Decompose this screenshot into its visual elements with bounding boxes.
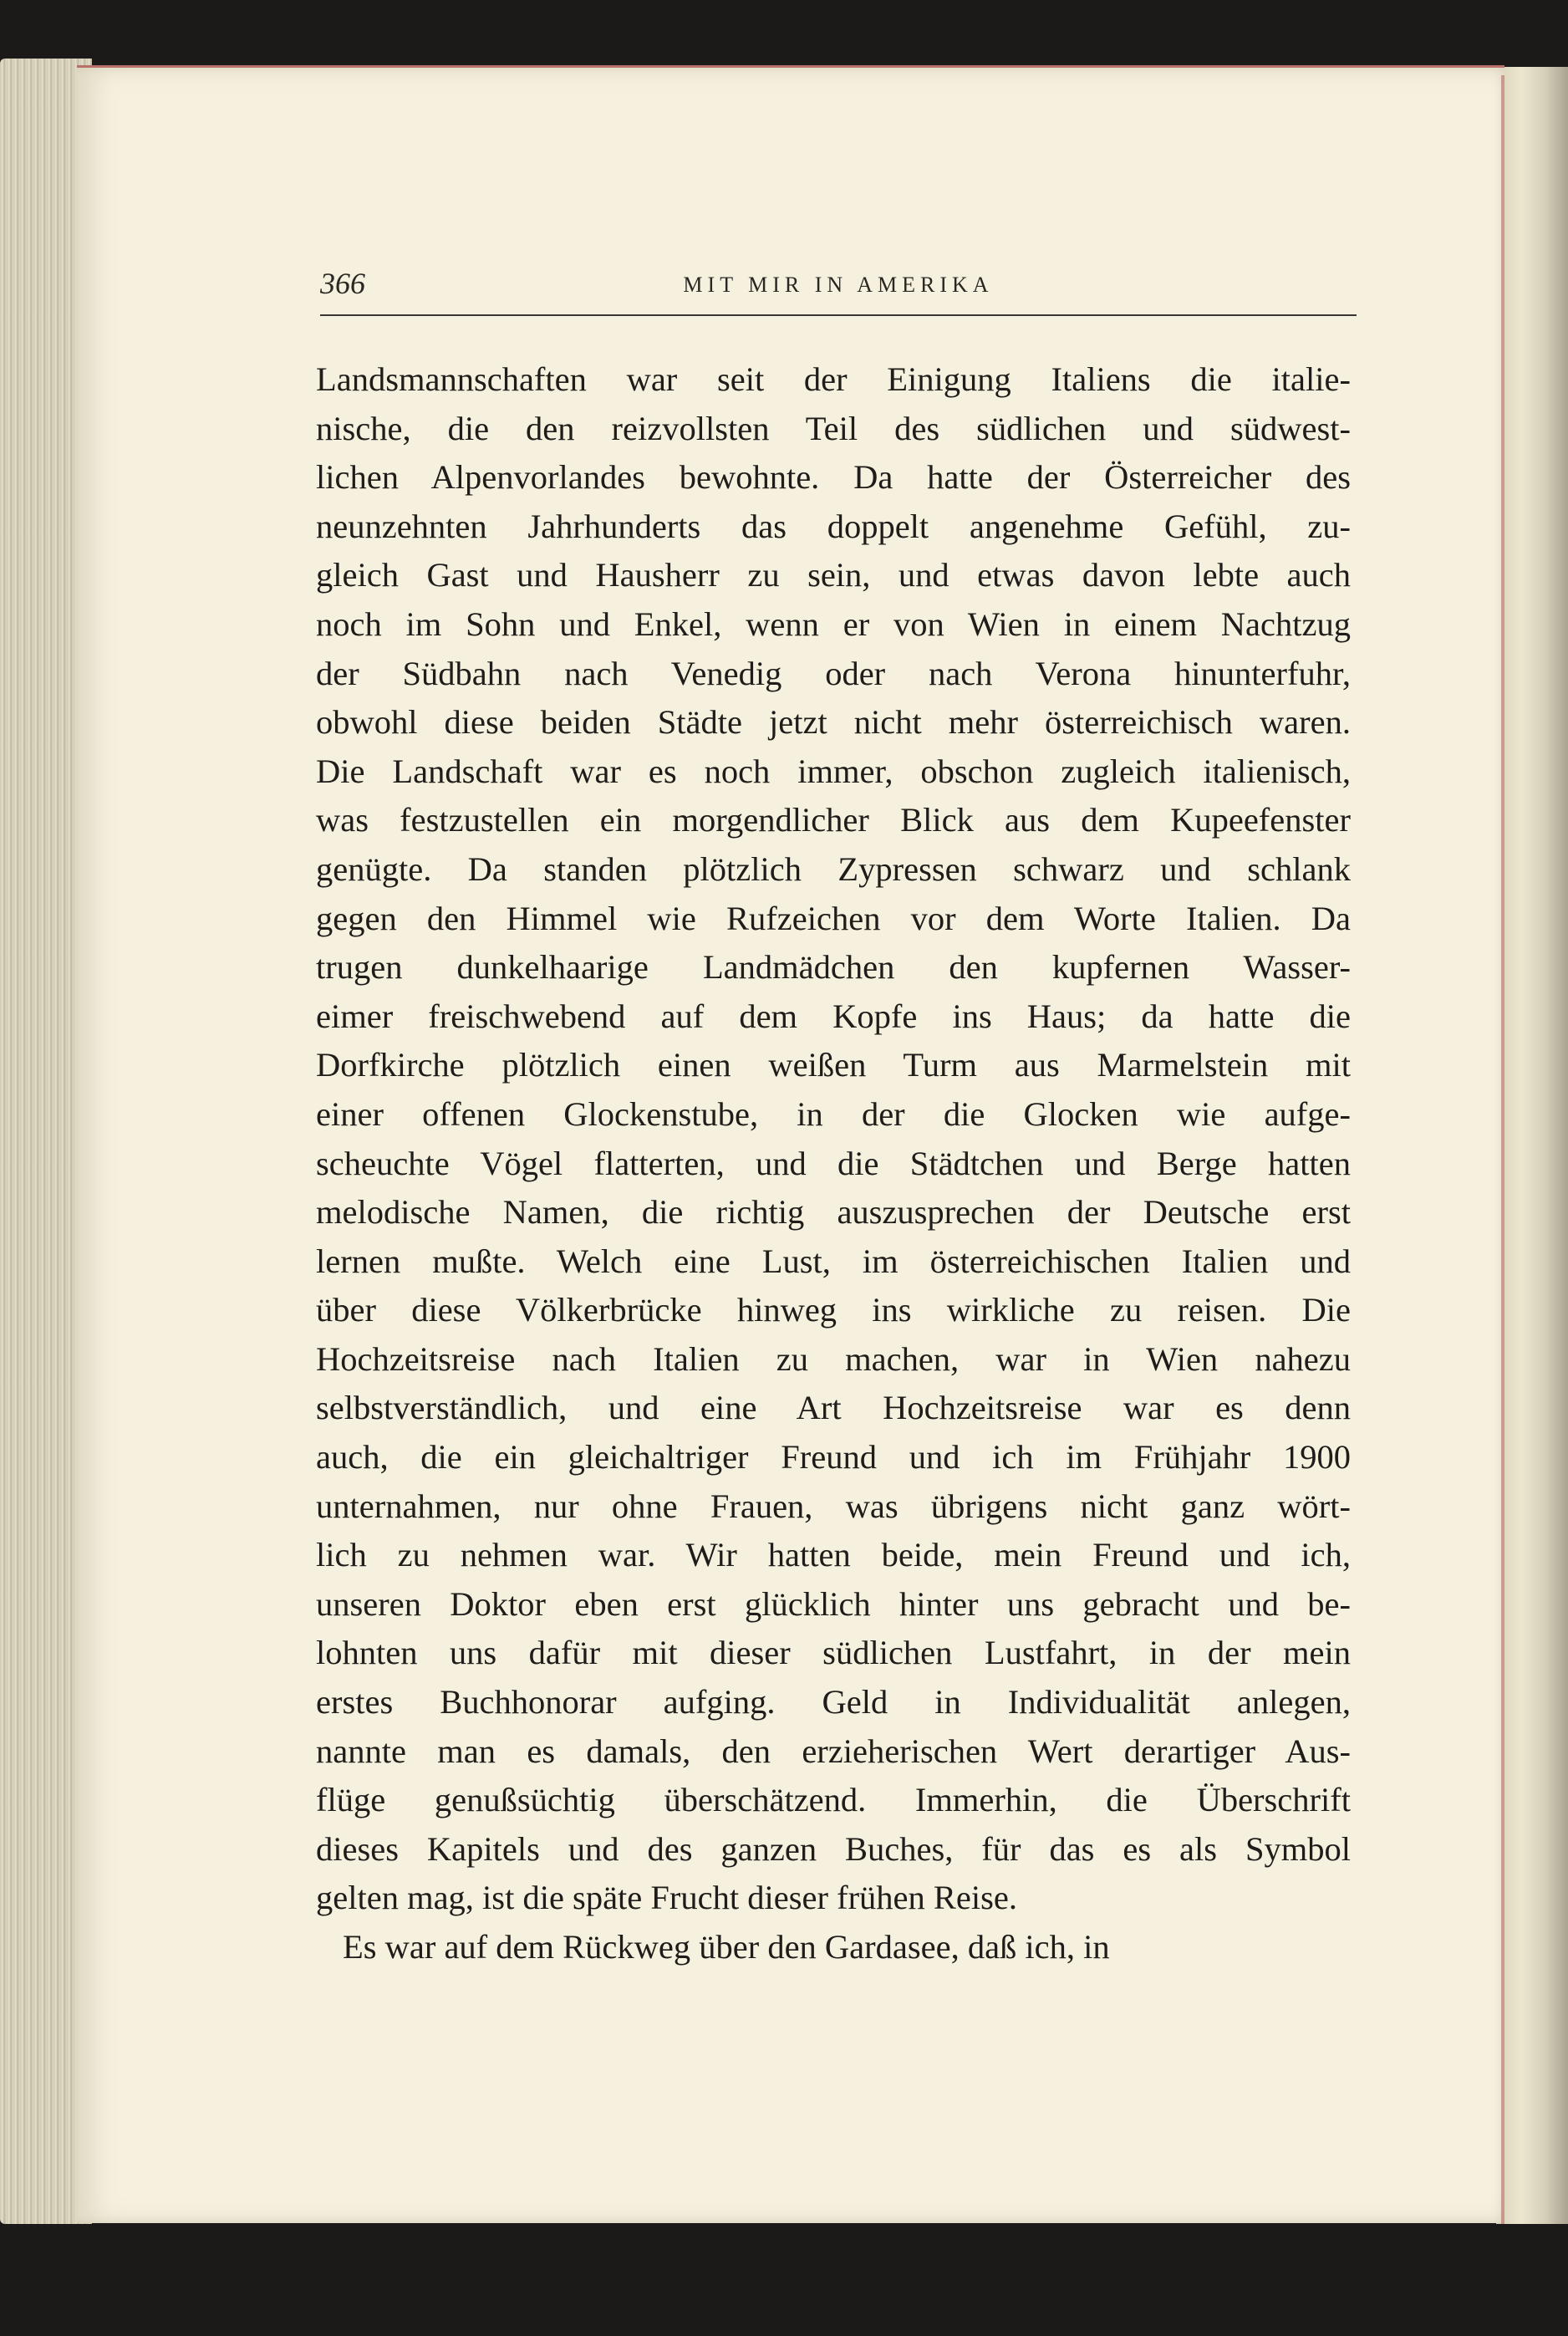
- running-header: [320, 266, 1357, 316]
- text-line: melodische Namen, die richtig auszusprechen der Deutsche erst: [316, 1193, 1351, 1232]
- paragraph-start-line: Es war auf dem Rückweg über den Gardasee, daß ich, in: [343, 1928, 1110, 1966]
- text-line: trugen dunkelhaarige Landmädchen den kupfernen Wasser-: [316, 948, 1351, 987]
- text-line: lich zu nehmen war. Wir hatten beide, mein Freund und ich,: [316, 1536, 1351, 1574]
- text-line: neunzehnten Jahrhunderts das doppelt angenehme Gefühl, zu-: [316, 507, 1351, 545]
- text-line: lohnten uns dafür mit dieser südlichen Lustfahrt, in der mein: [316, 1634, 1351, 1672]
- text-line: eimer freischwebend auf dem Kopfe ins Haus; da hatte die: [316, 997, 1351, 1035]
- text-line: der Südbahn nach Venedig oder nach Verona hinunterfuhr,: [316, 654, 1351, 692]
- text-line: Hochzeitsreise nach Italien zu machen, war in Wien nahezu: [316, 1339, 1351, 1378]
- text-line: scheuchte Vögel flatterten, und die Städtchen und Berge hatten: [316, 1144, 1351, 1182]
- text-line: lichen Alpenvorlandes bewohnte. Da hatte der Österreicher des: [316, 458, 1351, 497]
- text-line: genügte. Da standen plötzlich Zypressen schwarz und schlank: [316, 849, 1351, 888]
- page-edge-red-trim: [1501, 75, 1504, 2224]
- text-line: selbstverständlich, und eine Art Hochzeitsreise war es denn: [316, 1389, 1351, 1427]
- text-line: gleich Gast und Hausherr zu sein, und etwas davon lebte auch: [316, 556, 1351, 594]
- body-text: [316, 355, 1351, 1972]
- text-line: unseren Doktor eben erst glücklich hinter uns gebracht und be-: [316, 1584, 1351, 1623]
- text-line: erstes Buchhonorar aufging. Geld in Individualität anlegen,: [316, 1683, 1351, 1721]
- text-line: Dorfkirche plötzlich einen weißen Turm aus Marmelstein mit: [316, 1046, 1351, 1084]
- page-number: 366: [320, 267, 365, 300]
- text-line: einer offenen Glockenstube, in der die Glocken wie aufge-: [316, 1094, 1351, 1133]
- text-line: Die Landschaft war es noch immer, obschon zugleich italienisch,: [316, 752, 1351, 790]
- text-line: über diese Völkerbrücke hinweg ins wirkliche zu reisen. Die: [316, 1291, 1351, 1329]
- text-line: flüge genußsüchtig überschätzend. Immerhin, die Überschrift: [316, 1781, 1351, 1819]
- text-line: gegen den Himmel wie Rufzeichen vor dem Worte Italien. Da: [316, 899, 1351, 937]
- page-stack-right-edge: [1496, 67, 1568, 2224]
- text-line: Landsmannschaften war seit der Einigung Italiens die italie-: [316, 360, 1351, 398]
- text-line: dieses Kapitels und des ganzen Buches, für das es als Symbol: [316, 1829, 1351, 1868]
- paragraph-end-line: gelten mag, ist die späte Frucht dieser frühen Reise.: [316, 1879, 1018, 1917]
- text-line: obwohl diese beiden Städte jetzt nicht mehr österreichisch waren.: [316, 703, 1351, 742]
- text-line: nannte man es damals, den erzieherischen Wert derartiger Aus-: [316, 1732, 1351, 1770]
- running-title: MIT MIR IN AMERIKA: [683, 273, 994, 297]
- text-line: was festzustellen ein morgendlicher Blick aus dem Kupeefenster: [316, 801, 1351, 839]
- text-line: noch im Sohn und Enkel, wenn er von Wien in einem Nachtzug: [316, 604, 1351, 643]
- text-line: nische, die den reizvollsten Teil des südlichen und südwest-: [316, 409, 1351, 447]
- text-line: auch, die ein gleichaltriger Freund und ich im Frühjahr 1900: [316, 1438, 1351, 1477]
- text-line: lernen mußte. Welch eine Lust, im österreichischen Italien und: [316, 1242, 1351, 1280]
- text-line: unternahmen, nur ohne Frauen, was übrigens nicht ganz wört-: [316, 1487, 1351, 1525]
